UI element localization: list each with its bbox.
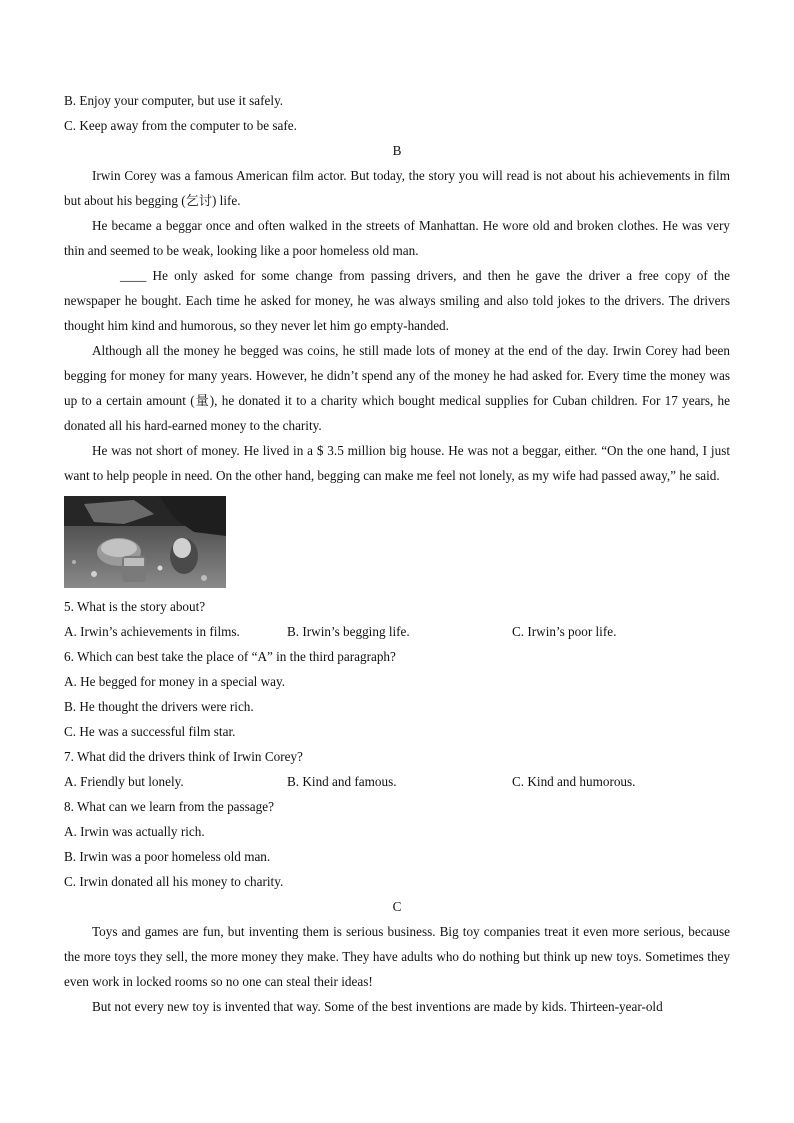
question-6-stem: 6. Which can best take the place of “A” in the third paragraph? xyxy=(64,649,396,664)
question-7-option-b: B. Kind and famous. xyxy=(287,774,397,789)
section-b-paragraph-3 xyxy=(64,263,730,338)
question-6-option-b: B. He thought the drivers were rich. xyxy=(64,699,254,714)
section-b-paragraph-1: Irwin Corey was a famous American film actor. But today, the story you will read is not about his achievements in film but about his begging (乞讨) life. xyxy=(64,168,730,208)
beggar-photo xyxy=(64,496,226,588)
question-5-option-a: A. Irwin’s achievements in films. xyxy=(64,624,240,639)
section-c-paragraph-2: But not every new toy is invented that way. Some of the best inventions are made by kids. Thirteen-year-old xyxy=(92,999,663,1014)
question-6-option-c: C. He was a successful film star. xyxy=(64,724,236,739)
question-8-option-b: B. Irwin was a poor homeless old man. xyxy=(64,849,271,864)
question-7-stem: 7. What did the drivers think of Irwin Corey? xyxy=(64,749,303,764)
section-c-heading: C xyxy=(392,899,402,914)
section-b-heading: B xyxy=(392,143,402,158)
section-b-paragraph-3-text: He only asked for some change from passing drivers, and then he gave the driver a free copy of the newspaper he bought. Each time he asked for money, he was always smiling and also told jokes to the drivers. The drivers thought him kind and humorous, so they never let him go empty-handed. xyxy=(64,268,730,333)
question-8-option-a: A. Irwin was actually rich. xyxy=(64,824,205,839)
blank-a: ____ xyxy=(120,268,147,283)
section-b-paragraph-5: He was not short of money. He lived in a $ 3.5 million big house. He was not a beggar, either. “On the one hand, I just want to help people in need. On the other hand, begging can make me feel not lonely, as my wife had passed away,” he said. xyxy=(64,443,730,483)
section-c-paragraph-1: Toys and games are fun, but inventing them is serious business. Big toy companies treat it even more serious, because the more toys they sell, the more money they make. They have adults who do nothing but think up new toys. Sometimes they even work in locked rooms so no one can steal their ideas! xyxy=(64,924,730,989)
question-6-option-a: A. He begged for money in a special way. xyxy=(64,674,286,689)
question-8-stem: 8. What can we learn from the passage? xyxy=(64,799,274,814)
question-5-options xyxy=(64,619,730,644)
prev-option-b: B. Enjoy your computer, but use it safely. xyxy=(64,93,284,108)
section-b-paragraph-2: He became a beggar once and often walked in the streets of Manhattan. He wore old and broken clothes. He was very thin and seemed to be weak, looking like a poor homeless old man. xyxy=(64,218,730,258)
question-7-options xyxy=(64,769,730,794)
prev-option-c: C. Keep away from the computer to be safe. xyxy=(64,118,297,133)
question-5-option-c: C. Irwin’s poor life. xyxy=(512,624,617,639)
question-8-option-c: C. Irwin donated all his money to charity. xyxy=(64,874,284,889)
question-5-option-b: B. Irwin’s begging life. xyxy=(287,624,410,639)
question-5-stem: 5. What is the story about? xyxy=(64,599,206,614)
section-b-paragraph-4: Although all the money he begged was coins, he still made lots of money at the end of the day. Irwin Corey had been begging for money for many years. However, he didn’t spend any of the money he had asked for. Every time the money was up to a certain amount (量), he donated it to a charity which bought medical supplies for Cuban children. For 17 years, he donated all his hard-earned money to the charity. xyxy=(64,343,730,433)
question-7-option-a: A. Friendly but lonely. xyxy=(64,774,184,789)
question-7-option-c: C. Kind and humorous. xyxy=(512,774,636,789)
